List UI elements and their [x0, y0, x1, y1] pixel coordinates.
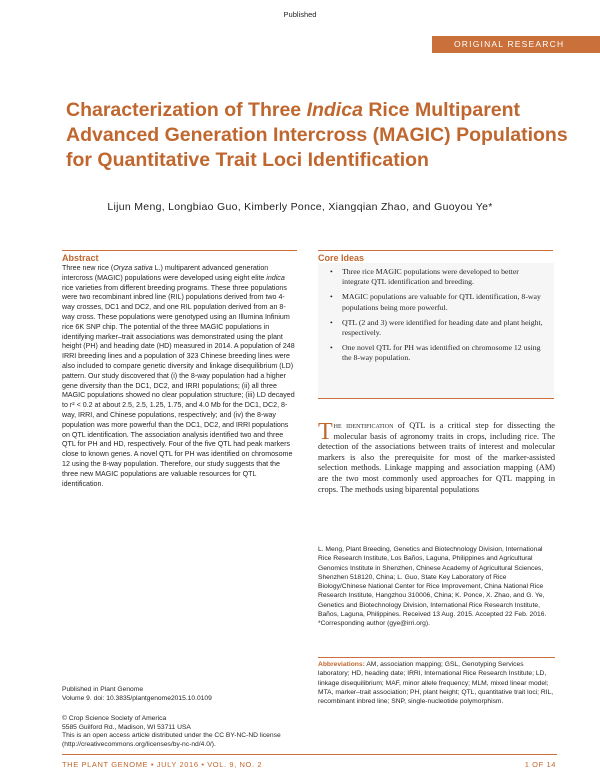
abstract-p1-italic: Oryza sativa — [113, 264, 153, 272]
article-title — [66, 98, 586, 173]
address-line: 5585 Guilford Rd., Madison, WI 53711 USA — [62, 723, 191, 731]
abstract-text — [62, 264, 297, 489]
abstract-p2-italic: indica — [266, 273, 285, 282]
footer-rule — [62, 754, 557, 755]
author-list: Lijun Meng, Longbiao Guo, Kimberly Ponce, Xiangqian Zhao, and Guoyou Ye* — [107, 201, 493, 213]
title-part1: Characterization of Three — [66, 99, 307, 121]
core-idea-item: • Three rice MAGIC populations were developed to better integrate QTL identification and breeding. — [328, 267, 548, 287]
copyright-info — [62, 715, 297, 749]
abbreviations-rule — [318, 657, 555, 658]
abstract-p2: L.) multiparent advanced generation intercross (MAGIC) populations were developed using eight elite — [62, 264, 269, 282]
drop-cap: T — [318, 419, 333, 445]
copyright-line: © Crop Science Society of America — [62, 715, 167, 722]
core-ideas-list — [328, 267, 548, 369]
abstract-p3: rice varieties from different breeding programs. These three populations were two recombinant inbred line (RIL) populations derived from two 4-way crosses, DC1 and DC2, and one RIL population derived from an 8-way cross. These populations were genotyped using an Illumina Infinium rice 6K SNP chip. The potential of the three MAGIC populations in identifying marker–trait associations was demonstrated using the plant height (PH) and heading date (HD) measured in 2014. A population of 248 IRRI breeding lines and a population of 323 Chinese breeding lines were also included to compare genetic diversity and linkage disequilibrium (LD) pattern. Our study discovered that (i) the 8-way population had a higher gene diversity than the DC1, DC2, and IRRI populations; (ii) all three MAGIC populations showed no clear population structure; (iii) LD decayed to r² < 0.2 at about 2.5, 2.5, 1.25, 1.75, and 4.0 Mb for the DC1, DC2, 8-way, IRRI, and Chinese populations, respectively; and (iv) the 8-way population was more powerful than the DC1, DC2, and IRRI populations on QTL identification. The association analysis identified two and three QTL for PH and HD, respectively. Four of the five QTL had peak markers close to known genes. A novel QTL for PH was identified on chromosome 12 using the 8-way population. Therefore, our study suggests that the three new MAGIC populations are valuable resources for QTL identification. — [62, 283, 295, 488]
footer-page-number: 1 OF 14 — [524, 760, 556, 769]
section-tag: ORIGINAL RESEARCH — [432, 36, 600, 53]
publication-info — [62, 686, 297, 703]
core-idea-item: • MAGIC populations are valuable for QTL identification, 8-way populations being more powerful. — [328, 292, 548, 312]
core-ideas-heading: Core Ideas — [318, 253, 365, 263]
affiliations: L. Meng, Plant Breeding, Genetics and Biotechnology Division, International Rice Research Institute, Los Baños, Laguna, Philippines and Agricultural Genomics Institute in Shenzhen, Chinese Academy of Agricultural Sciences, Shenzhen 518120, China; L. Guo, State Key Laboratory of Rice Biology/Chinese National Center for Rice Improvement, China National Rice Research Institute, Hangzhou 310006, China; K. Ponce, X. Zhao, and G. Ye, Genetics and Biotechnology Division, International Rice Research Institute, Baños, Laguna, Philippines. Received 13 Aug. 2015. Accepted 22 Feb. 2016. *Corresponding author (gye@irri.org). — [318, 546, 547, 628]
footer-journal: THE PLANT GENOME ▪ JULY 2016 ▪ VOL. 9, NO. 2 — [62, 760, 263, 769]
license-line: This is an open access article distributed under the CC BY-NC-ND license (http://creativecommons.org/licenses/by-nc-nd/4.0/). — [62, 732, 281, 748]
abstract-heading: Abstract — [62, 253, 99, 263]
abbreviations-label: Abbreviations: — [318, 661, 365, 668]
journal-line: Published in Plant Genome — [62, 686, 144, 693]
doi-line: Volume 9. doi: 10.3835/plantgenome2015.10.0109 — [62, 694, 212, 702]
abstract-p1: Three new rice ( — [62, 264, 114, 272]
abbreviations — [318, 660, 555, 706]
core-ideas-rule — [318, 250, 553, 251]
body-text: of QTL is a critical step for dissecting the molecular basis of agronomy traits in crops, including rice. The detection of the associations between traits of interest and molecular markers is also the prerequisite for most of the marker-assisted selection methods. Linkage mapping and association mapping (AM) are the two most commonly used approaches for QTL mapping in crops. The methods using biparental populations — [318, 421, 555, 494]
body-intro — [318, 421, 555, 495]
title-part2: Rice Multiparent Advanced Generation Intercross (MAGIC) Populations for Quantitative Trait Loci Identification — [66, 99, 568, 171]
abbreviations-text: AM, association mapping; GSL, Genotyping Services laboratory; HD, heading date; IRRI, International Rice Research Institute; LD, linkage disequilibrium; MAF, minor allele frequency; MLM, mixed linear model; MTA, marker–trait association; PH, plant height; QTL, quantitative trait loci; RIL, recombinant inbred line; SNP, single-nucleotide polymorphism. — [318, 661, 554, 706]
body-lead: he identification — [333, 421, 394, 430]
core-idea-item: • QTL (2 and 3) were identified for heading date and plant height, respectively. — [328, 318, 548, 338]
title-italic: Indica — [306, 99, 363, 121]
published-label: Published — [283, 10, 317, 19]
abstract-rule — [62, 250, 297, 251]
core-idea-item: • One novel QTL for PH was identified on chromosome 12 using the 8-way population. — [328, 343, 548, 363]
